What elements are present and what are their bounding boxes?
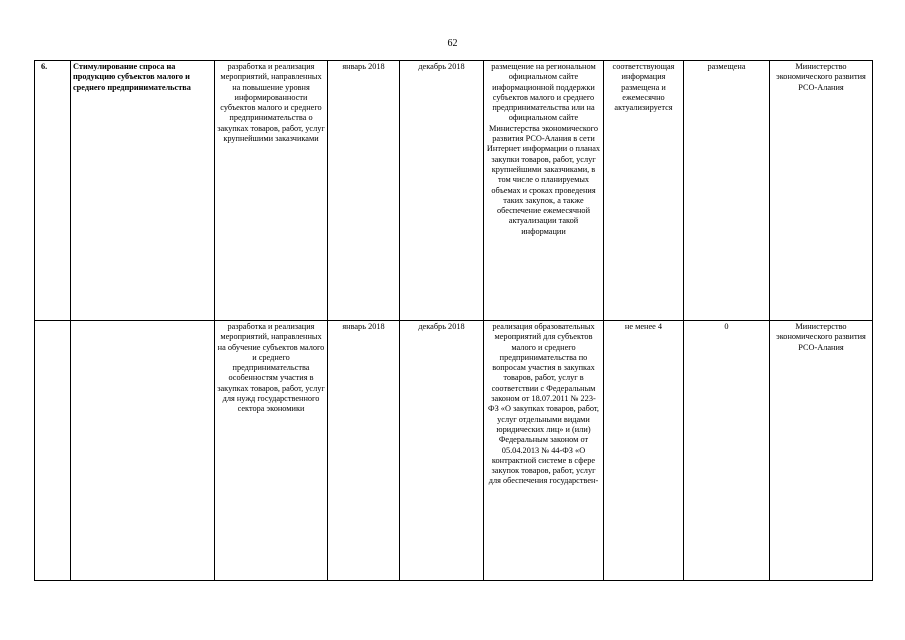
responsible-cell: Министерство экономического развития РСО-Алания	[770, 321, 873, 581]
measure-name	[71, 321, 215, 581]
page-number: 62	[447, 38, 458, 49]
responsible-cell: Министерство экономического развития РСО-Алания	[770, 61, 873, 321]
indicator-cell: размещение на региональном официальном сайте информационной поддержки субъектов малого и среднего предпринимательства или на официальном сайте Министерства экономического развития РСО-Алания в сети Интернет информации о планах закупки товаров, работ, услуг крупнейшими заказчиками, в том числе о планируемых объемах и сроках проведения таких закупок, а также обеспечение ежемесячной актуализации такой информации	[484, 61, 604, 321]
activity-cell: разработка и реализация мероприятий, направленных на повышение уровня информированности субъектов малого и среднего предпринимательства о закупках товаров, работ, услуг крупнейшими заказчиками	[215, 61, 328, 321]
end-date-cell: декабрь 2018	[400, 61, 484, 321]
target-value-cell: соответствующая информация размещена и ежемесячно актуализируется	[604, 61, 684, 321]
start-date-cell: январь 2018	[328, 61, 400, 321]
row-number: 6.	[35, 61, 71, 321]
activity-cell: разработка и реализация мероприятий, направленных на обучение субъектов малого и среднего предпринимательства особенностям участия в закупках товаров, работ, услуг для нужд государственного сектора экономики	[215, 321, 328, 581]
row-number	[35, 321, 71, 581]
plan-table	[34, 60, 873, 581]
table-row	[35, 61, 873, 321]
target-value-cell: не менее 4	[604, 321, 684, 581]
start-date-cell: январь 2018	[328, 321, 400, 581]
indicator-cell: реализация образовательных мероприятий для субъектов малого и среднего предпринимательства по вопросам участия в закупках товаров, работ, услуг в соответствии с Федеральным законом от 18.07.2011 № 223-ФЗ «О закупках товаров, работ, услуг отдельными видами юридических лиц» и (или) Федеральным законом от 05.04.2013 № 44-ФЗ «О контрактной системе в сфере закупок товаров, работ, услуг для обеспечения государствен-	[484, 321, 604, 581]
result-value-cell: размещена	[684, 61, 770, 321]
table-row	[35, 321, 873, 581]
result-value-cell: 0	[684, 321, 770, 581]
measure-name: Стимулирование спроса на продукцию субъектов малого и среднего предпринимательства	[71, 61, 215, 321]
end-date-cell: декабрь 2018	[400, 321, 484, 581]
